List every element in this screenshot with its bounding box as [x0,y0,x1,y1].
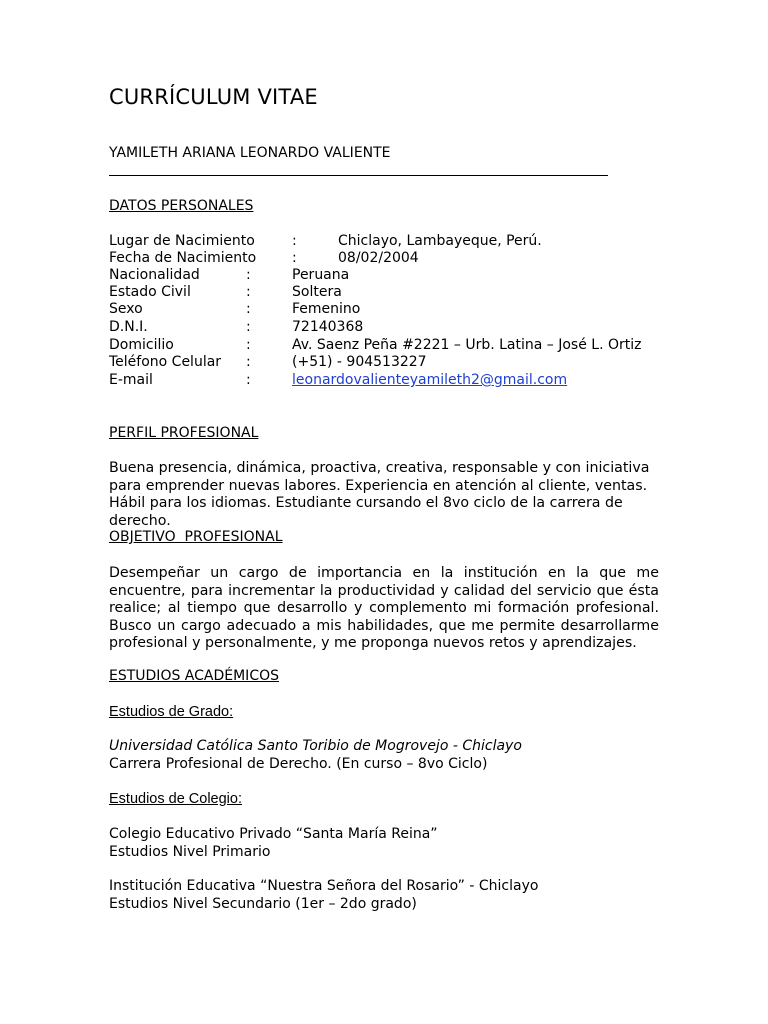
profile-paragraph: Buena presencia, dinámica, proactiva, creativa, responsable y con iniciativa para emprender nuevas labores. Experiencia en atención al cliente, ventas. Hábil para los idiomas. Estudiante cursando el 8vo ciclo de la carrera de derecho. [109,460,650,529]
row-label: Fecha de Nacimiento [109,250,257,266]
row-value: Chiclayo, Lambayeque, Perú. [338,233,542,249]
row-label: Estado Civil [109,284,191,300]
row-separator: : [246,372,251,388]
row-value: Peruana [292,267,350,283]
name-underline-rule [109,175,608,176]
row-label: Sexo [109,301,143,317]
row-separator: : [246,319,251,335]
profile-heading: PERFIL PROFESIONAL [109,425,259,441]
primary-school-detail: Estudios Nivel Primario [109,844,271,860]
email-link[interactable]: leonardovalienteyamileth2@gmail.com [292,372,568,388]
school-studies-subheading: Estudios de Colegio: [109,791,242,807]
row-value: Soltera [292,284,342,300]
secondary-school-name: Institución Educativa “Nuestra Señora del Rosario” - Chiclayo [109,878,539,894]
university-name: Universidad Católica Santo Toribio de Mogrovejo - Chiclayo [109,738,522,754]
row-separator: : [246,354,251,370]
row-value: 72140368 [292,319,364,335]
row-value: (+51) - 904513227 [292,354,427,370]
personal-data-heading: DATOS PERSONALES [109,198,254,214]
candidate-name: YAMILETH ARIANA LEONARDO VALIENTE [109,145,391,161]
row-label: Domicilio [109,337,174,353]
objective-heading: OBJETIVO PROFESIONAL [109,529,283,545]
row-separator: : [246,284,251,300]
row-label: E-mail [109,372,153,388]
document-title: CURRÍCULUM VITAE [109,85,318,109]
degree-studies-subheading: Estudios de Grado: [109,704,234,720]
row-separator: : [246,267,251,283]
primary-school-name: Colegio Educativo Privado “Santa María Reina” [109,826,438,842]
row-separator: : [246,337,251,353]
row-separator: : [292,250,297,266]
row-value: Av. Saenz Peña #2221 – Urb. Latina – José L. Ortiz [292,337,642,353]
row-label: Lugar de Nacimiento [109,233,255,249]
row-separator: : [292,233,297,249]
row-label: D.N.I. [109,319,148,335]
row-value: 08/02/2004 [338,250,419,266]
row-label: Teléfono Celular [109,354,222,370]
secondary-school-detail: Estudios Nivel Secundario (1er – 2do grado) [109,896,417,912]
row-separator: : [246,301,251,317]
education-heading: ESTUDIOS ACADÉMICOS [109,668,279,684]
objective-paragraph: Desempeñar un cargo de importancia en la institución en la que me encuentre, para incrementar la productividad y calidad del servicio que ésta realice; al tiempo que desarrollo y complemento mi formación profesional. Busco un cargo adecuado a mis habilidades, que me permite desarrollarme profesional y personalmente, y me proponga nuevos retos y aprendizajes. [109,565,659,651]
degree-detail: Carrera Profesional de Derecho. (En curso – 8vo Ciclo) [109,756,488,772]
row-label: Nacionalidad [109,267,200,283]
row-value: Femenino [292,301,361,317]
